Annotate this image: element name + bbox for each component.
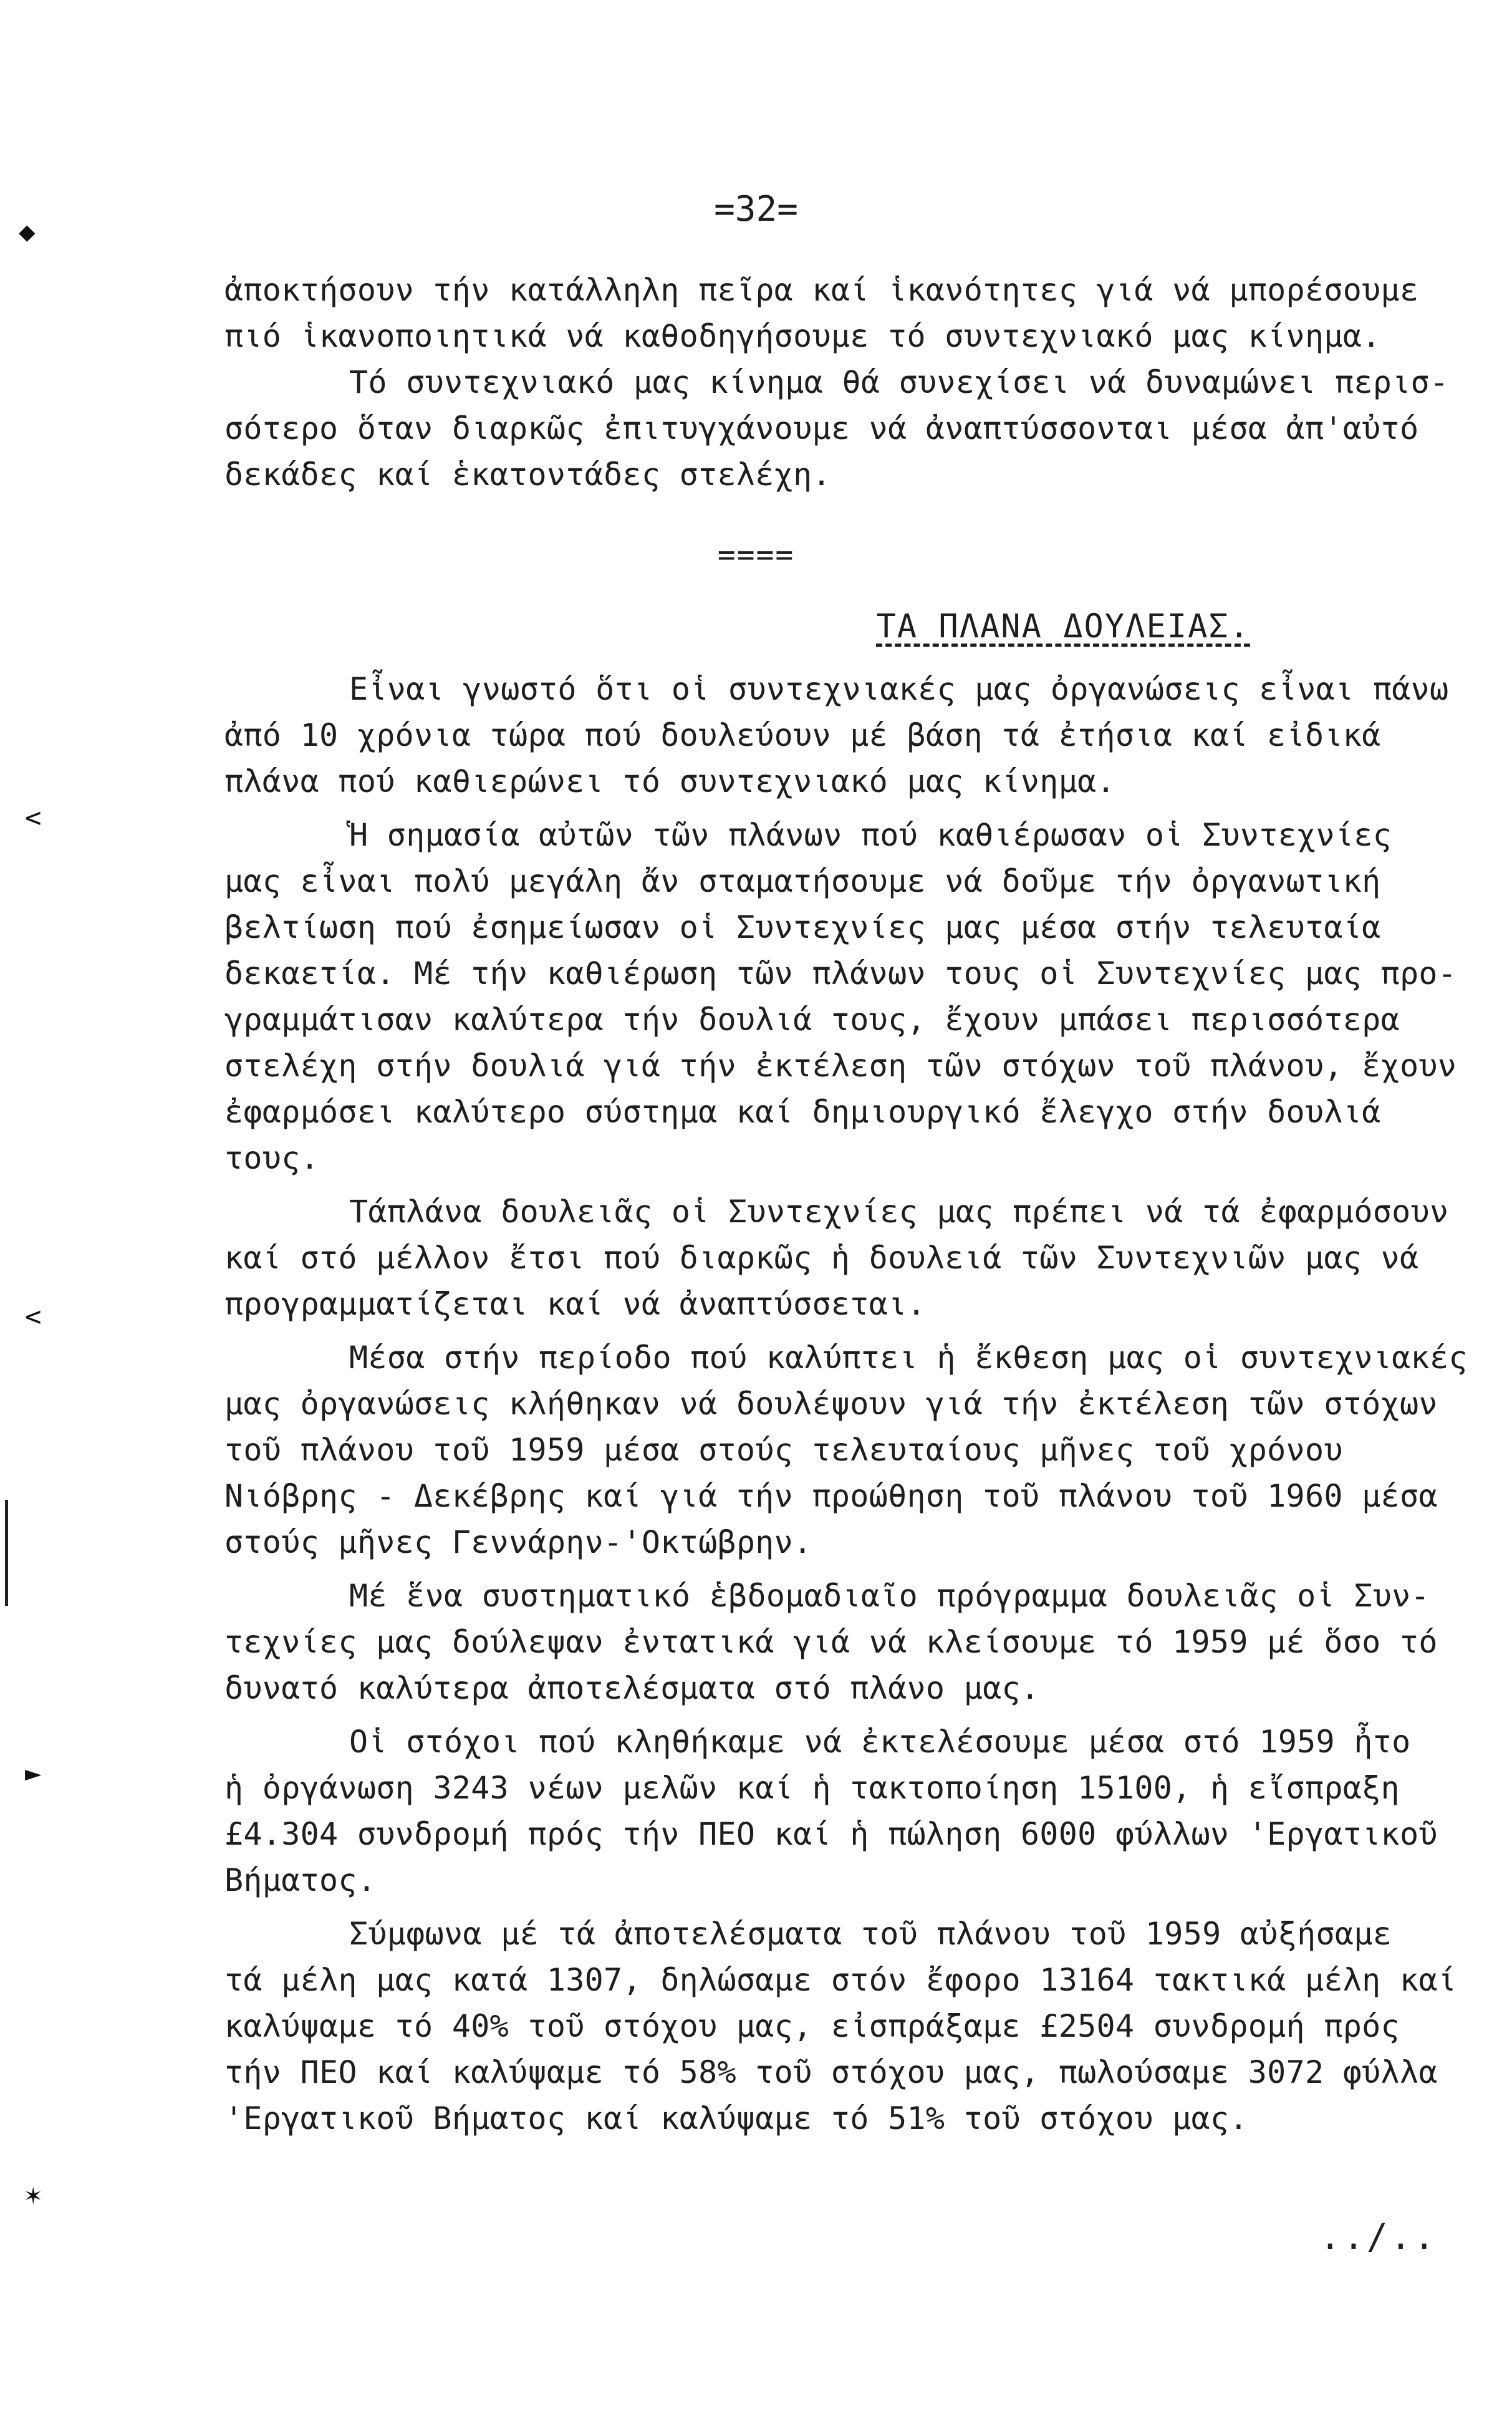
text-line: στούς μῆνες Γεννάρην-'Οκτώβρην. [224,1524,812,1560]
text-line: πιό ἱκανοποιητικά νά καθοδηγήσουμε τό συντεχνιακό μας κίνημα. [224,318,1381,354]
text-line: πλάνα πού καθιερώνει τό συντεχνιακό μας κίνημα. [224,763,1115,799]
text-line: μας εἶναι πολύ μεγάλη ἄν σταματήσουμε νά δοῦμε τήν ὀργανωτική [224,863,1381,899]
text-line: Βήματος. [224,1862,377,1898]
text-line: Οἱ στόχοι πού κληθήκαμε νά ἐκτελέσουμε μέσα στό 1959 ἦτο [349,1724,1411,1760]
text-line: Ἡ σημασία αὐτῶν τῶν πλάνων πού καθιέρωσαν οἱ Συντεχνίες [349,817,1392,853]
text-line: ἀπό 10 χρόνια τώρα πού δουλεύουν μέ βάση τά ἐτήσια καί εἰδικά [224,717,1381,753]
text-line: Νιόβρης - Δεκέβρης καί γιά τήν προώθηση τοῦ πλάνου τοῦ 1960 μέσα [224,1478,1438,1514]
margin-star-mark: ✶ [25,2179,42,2211]
text-line: ἀποκτήσουν τήν κατάλληλη πεῖρα καί ἱκανότητες γιά νά μπορέσουμε [224,272,1419,308]
text-line: σότερο ὅταν διαρκῶς ἐπιτυγχάνουμε νά ἀναπτύσσονται μέσα ἀπ'αὐτό [224,410,1419,447]
text-line: 'Εργατικοῦ Βήματος καί καλύψαμε τό 51% τοῦ στόχου μας. [224,2100,1248,2137]
text-line: Τό συντεχνιακό μας κίνημα θά συνεχίσει νά δυναμώνει περισ- [349,364,1449,400]
text-line: στελέχη στήν δουλιά γιά τήν ἐκτέλεση τῶν στόχων τοῦ πλάνου, ἔχουν [224,1048,1457,1084]
text-line: δυνατό καλύτερα ἀποτελέσματα στό πλάνο μας. [224,1670,1040,1706]
text-line: καί στό μέλλον ἔτσι πού διαρκῶς ἡ δουλειά τῶν Συντεχνιῶν μας νά [224,1240,1419,1276]
text-line: Τάπλάνα δουλειᾶς οἱ Συντεχνίες μας πρέπει νά τά ἐφαρμόσουν [349,1194,1449,1230]
margin-angle-mark: < [25,1301,42,1333]
text-line: τά μέλη μας κατά 1307, δηλώσαμε στόν ἔφορο 13164 τακτικά μέλη καί [224,1962,1457,1998]
intro-text [224,267,1459,498]
text-line: Σύμφωνα μέ τά ἀποτελέσματα τοῦ πλάνου τοῦ 1959 αὐξήσαμε [349,1916,1392,1952]
text-line: δεκαετία. Μέ τήν καθιέρωση τῶν πλάνων τους οἱ Συντεχνίες μας προ- [224,955,1457,992]
section-heading: ΤΑ ΠΛΑΝΑ ΔΟΥΛΕΙΑΣ. [876,608,1250,645]
text-line: Μέσα στήν περίοδο πού καλύπτει ἡ ἔκθεση μας οἱ συντεχνιακές [349,1340,1468,1376]
continuation-mark: ../.. [1319,2217,1437,2258]
section-text [224,666,1468,2142]
text-line: καλύψαμε τό 40% τοῦ στόχου μας, εἰσπράξαμε £2504 συνδρομή πρός [224,2008,1400,2044]
text-line: ἡ ὀργάνωση 3243 νέων μελῶν καί ἡ τακτοποίηση 15100, ἡ εἴσπραξη [224,1770,1400,1806]
section-divider: ==== [717,538,795,572]
margin-rule [5,1500,8,1606]
margin-diamond-mark: ◆ [19,216,36,248]
text-line: τοῦ πλάνου τοῦ 1959 μέσα στούς τελευταίους μῆνες τοῦ χρόνου [224,1432,1343,1468]
text-line: βελτίωση πού ἐσημείωσαν οἱ Συντεχνίες μας μέσα στήν τελευταία [224,909,1381,945]
text-line: ἐφαρμόσει καλύτερο σύστημα καί δημιουργικό ἔλεγχο στήν δουλιά [224,1094,1381,1130]
page-number: =32= [714,189,798,229]
text-line: γραμμάτισαν καλύτερα τήν δουλιά τους, ἔχουν μπάσει περισσότερα [224,1002,1400,1038]
text-line: Εἶναι γνωστό ὅτι οἱ συντεχνιακές μας ὀργανώσεις εἶναι πάνω [349,671,1449,707]
margin-triangle-mark: ► [25,1757,42,1789]
text-line: προγραμματίζεται καί νά ἀναπτύσσεται. [224,1286,926,1322]
text-line: μας ὀργανώσεις κλήθηκαν νά δουλέψουν γιά τήν ἐκτέλεση τῶν στόχων [224,1386,1438,1422]
text-line: Μέ ἕνα συστηματικό ἑβδομαδιαῖο πρόγραμμα δουλειᾶς οἱ Συν- [349,1578,1430,1614]
text-line: τήν ΠΕΟ καί καλύψαμε τό 58% τοῦ στόχου μας, πωλούσαμε 3072 φύλλα [224,2054,1438,2090]
text-line: τους. [224,1140,320,1176]
margin-angle-mark: < [25,802,42,834]
text-line: £4.304 συνδρομή πρός τήν ΠΕΟ καί ἡ πώληση 6000 φύλλων 'Εργατικοῦ [224,1816,1438,1852]
text-line: δεκάδες καί ἑκατοντάδες στελέχη. [224,456,831,493]
text-line: τεχνίες μας δούλεψαν ἐντατικά γιά νά κλείσουμε τό 1959 μέ ὅσο τό [224,1624,1438,1660]
